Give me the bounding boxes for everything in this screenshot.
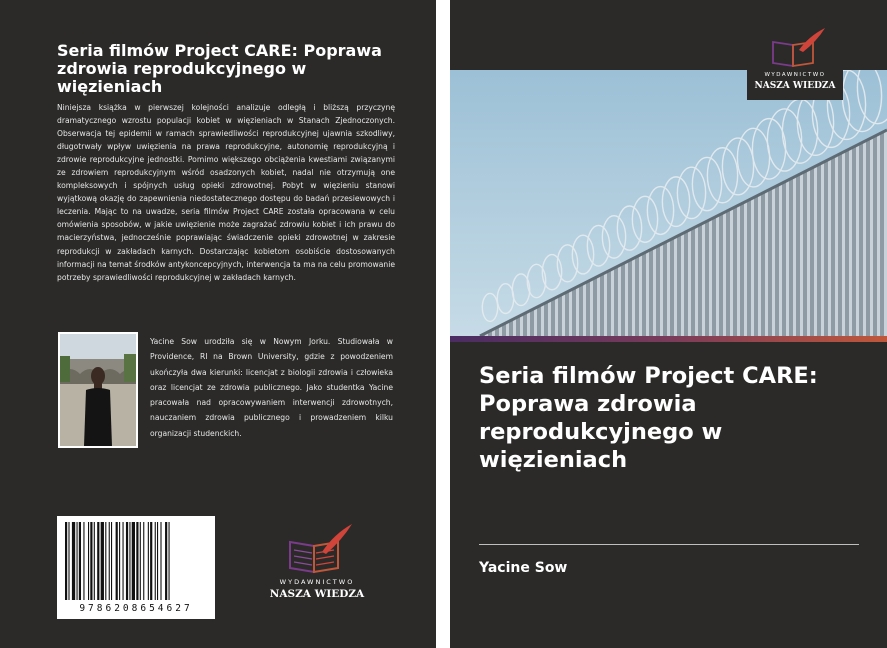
publisher-name: NASZA WIEDZA bbox=[754, 81, 836, 91]
accent-stripe bbox=[450, 336, 887, 342]
publisher-label: WYDAWNICTWO bbox=[764, 72, 826, 78]
publisher-label: WYDAWNICTWO bbox=[279, 578, 355, 586]
author-bio: Yacine Sow urodziła się w Nowym Jorku. Studiowała w Providence, RI na Brown University, gdzie z powodzeniem ukończyła dwa kierunki: licencjat z biologii zdrowia i człowieka oraz licencjat ze zdrowia publicznego. Jako studentka Yacine pracowała nad opracowywaniem interwencji zdrowotnych, nauczaniem zdrowia publicznego i prowadzeniem kilku organizacji studenckich. bbox=[150, 337, 393, 438]
back-cover bbox=[0, 0, 436, 648]
prison-wall-image bbox=[450, 70, 887, 336]
front-cover bbox=[450, 0, 887, 648]
book-quill-icon bbox=[262, 520, 372, 576]
isbn-digits: 9786208654627 bbox=[79, 603, 193, 614]
publisher-name: NASZA WIEDZA bbox=[269, 588, 365, 600]
cover-photo-prison-wall bbox=[450, 70, 887, 336]
author-photo bbox=[58, 332, 138, 448]
publisher-logo-front bbox=[747, 24, 843, 100]
back-cover-title: Seria filmów Project CARE: Poprawa zdrowia reprodukcyjnego w więzieniach bbox=[57, 41, 382, 96]
book-quill-icon bbox=[747, 24, 843, 70]
isbn-barcode bbox=[57, 516, 215, 619]
spine-gap bbox=[436, 0, 450, 648]
front-cover-title: Seria filmów Project CARE: Poprawa zdrowia reprodukcyjnego w więzieniach bbox=[479, 363, 818, 473]
barcode-icon bbox=[57, 516, 215, 604]
author-photo-image bbox=[60, 334, 136, 446]
publisher-logo-back bbox=[262, 520, 372, 606]
front-cover-author: Yacine Sow bbox=[479, 560, 568, 576]
divider-line bbox=[479, 544, 859, 545]
back-cover-description: Niniejsza książka w pierwszej kolejności analizuje odległą i bliższą przyczynę dramatycznego wzrostu populacji kobiet w więzieniach w Stanach Zjednoczonych. Obserwacja tej epidemii w ramach sprawiedliwości reprodukcyjnej ujawnia szkodliwy, długotrwały wpływ uwięzienia na prawa reprodukcyjne, autonomię reprodukcyjną i zdrowie reprodukcyjne jednostki. Pomimo większego obciążenia kwestiami związanymi ze zdrowiem reprodukcyjnym wśród osadzonych kobiet, nadal nie otrzymują one kompleksowych i spójnych usług opieki zdrowotnej. Pobyt w więzieniu stanowi wyjątkową okazję do zapewnienia niedostatecznego dostępu do badań przesiewowych i leczenia. Mając to na uwadze, seria filmów Project CARE została opracowana w celu omówienia sposobów, w jakie uwięzienie może zagrażać zdrowiu kobiet i ich prawu do macierzyństwa, jednocześnie poprawiając świadczenie opieki zdrowotnej w zakresie reprodukcji w zakładach karnych. Dostarczając kobietom osobiście dostosowanych informacji na temat środków antykoncepcyjnych, interwencja ta ma na celu promowanie potrzeby sprawiedliwości reprodukcyjnej w zakładach karnych. bbox=[57, 103, 395, 282]
